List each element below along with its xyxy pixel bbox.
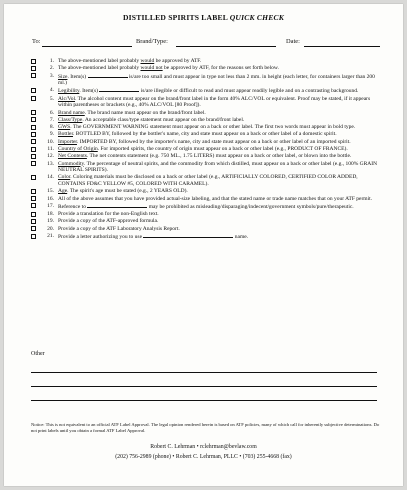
item-text-part: The above-mentioned label probably	[58, 65, 141, 72]
item-heading: would	[140, 58, 155, 64]
item-number: 13.	[47, 160, 54, 167]
item-heading: Size	[58, 73, 68, 80]
fill-in-blank[interactable]	[99, 87, 139, 92]
item-text-part: Provide a copy of the ATF Laboratory Analysis Report.	[58, 225, 180, 232]
item-text-part: . Item(s)	[79, 88, 100, 95]
checklist-item	[31, 117, 381, 124]
item-text-part: . Coloring materials must be disclosed on a back or other label (e.g., ARTIFICIALLY COLORED, CERTIFIED COLOR ADDED, CONTAINS FD&C YELLOW #5, COLORED WITH CARAMEL).	[58, 174, 358, 188]
item-number: 2.	[49, 65, 54, 72]
item-text	[58, 161, 381, 174]
item-text-part: name.	[233, 234, 249, 240]
item-heading: Alc/Vol	[58, 95, 76, 102]
item-number: 1.	[49, 58, 54, 64]
item-text-part: is/are illegible or difficult to read and must appear readily legible and on a contrasting background.	[139, 88, 359, 95]
item-text	[58, 218, 381, 225]
brand-type-label: Brand/Type:	[136, 38, 168, 45]
date-field[interactable]	[304, 46, 380, 47]
item-text-part: Provide a translation for the non-English text.	[58, 211, 159, 218]
item-text	[58, 146, 381, 153]
item-text-part: . Item(s)	[67, 73, 88, 80]
item-text-part: is/are too small and must appear in type not less than 2 mm. in height (each letter, for containers larger than 200 ml.)	[58, 73, 375, 87]
checklist-item	[31, 124, 381, 131]
form-title-italic: QUICK CHECK	[229, 13, 285, 22]
item-number: 3.	[49, 72, 54, 79]
item-heading: Commodity	[58, 160, 84, 167]
item-heading: Importer	[58, 138, 77, 145]
checklist-item	[31, 161, 381, 174]
item-heading: Color	[58, 174, 71, 181]
form-title-main: DISTILLED SPIRITS LABEL	[122, 13, 228, 22]
checklist-item	[31, 139, 381, 146]
item-text-part: may be prohibited as misleading/disparaging/indecent/government symbols/pure/therapeutic.	[147, 203, 354, 210]
item-heading: Age	[58, 188, 68, 195]
checklist-item	[31, 153, 381, 160]
item-number: 5.	[49, 95, 54, 102]
item-text	[58, 96, 381, 109]
item-text-part: be approved by ATF.	[154, 58, 202, 64]
item-text	[58, 131, 381, 138]
item-heading: Class/Type	[58, 116, 83, 123]
checklist	[31, 58, 381, 241]
item-text	[58, 233, 381, 241]
item-number: 8.	[49, 124, 54, 131]
checklist-item	[31, 146, 381, 153]
item-number: 6.	[49, 109, 54, 116]
item-text-part: . For imported spirits, the country of origin must appear on a back or other label (e.g., PRODUCT OF FRANCE).	[97, 146, 348, 152]
contact-line-2: (202) 756-2989 (phone) • Robert C. Lehrman, PLLC • (703) 255-4668 (fax)	[115, 454, 292, 460]
item-text-part: . The percentage of neutral spirits, and the commodity from which distilled, must appear on a back or other label (e.g., 100% GRAIN NEUTRAL SPIRITS).	[58, 160, 378, 174]
notice-text: Notice: This is not equivalent to an official ATF Label Approval. The legal opinion rendered herein is based on ATF policies, many of which call for inherently subjective determinations. Do not print labels until you obtain a formal ATF Label Approval.	[31, 422, 380, 433]
item-heading: GWS	[58, 124, 71, 131]
item-text-part: . An acceptable class/type statement must appear on the brand/front label.	[82, 116, 245, 123]
item-number: 20.	[47, 225, 54, 232]
item-text	[58, 203, 381, 211]
checklist-item	[31, 58, 381, 65]
date-label: Date:	[286, 38, 300, 45]
fill-in-blank[interactable]	[87, 203, 147, 208]
item-text-part: be approved by ATF, for the reasons set forth below.	[162, 65, 279, 72]
brand-type-field[interactable]	[176, 46, 276, 47]
item-number: 16.	[47, 195, 54, 202]
to-label: To:	[32, 38, 41, 45]
item-number: 14.	[47, 174, 54, 181]
checklist-item	[31, 196, 381, 203]
quick-check-form	[4, 4, 403, 486]
item-heading: Country of Origin	[58, 146, 98, 152]
item-number: 10.	[47, 138, 54, 145]
item-text-part: . The GOVERNMENT WARNING statement must appear on a back or other label. The first two words must appear in bold type.	[70, 124, 356, 131]
item-text-part: The above-mentioned label probably	[58, 58, 141, 64]
checklist-item	[31, 188, 381, 195]
item-text-part: . IMPORTED BY, followed by the importer's name, city and state must appear on a back or other label of an imported spirit.	[76, 138, 351, 145]
checklist-item	[31, 233, 381, 241]
item-number: 12.	[47, 153, 54, 160]
checklist-item	[31, 131, 381, 138]
item-text	[58, 117, 381, 124]
item-number: 9.	[49, 131, 54, 138]
form-title	[4, 13, 403, 22]
checklist-item	[31, 65, 381, 72]
checklist-item	[31, 203, 381, 211]
to-field[interactable]	[42, 46, 132, 47]
header-row	[32, 38, 382, 50]
item-number: 18.	[47, 211, 54, 218]
checklist-item	[31, 211, 381, 218]
contact-line-1: Robert C. Lehrman • rclehrman@bevlaw.com	[150, 444, 257, 450]
item-text-part: Provide a copy of the ATF-approved formula.	[58, 218, 159, 225]
item-text	[58, 73, 381, 87]
item-text	[58, 110, 381, 117]
fill-in-blank[interactable]	[143, 233, 233, 238]
other-label: Other	[31, 351, 45, 357]
item-number: 21.	[47, 233, 54, 239]
item-text	[58, 196, 381, 203]
item-text	[58, 153, 381, 160]
item-heading: Bottler	[58, 131, 73, 138]
checklist-item	[31, 87, 381, 95]
item-text	[58, 211, 381, 218]
checklist-item	[31, 110, 381, 117]
checklist-item	[31, 174, 381, 187]
item-text	[58, 87, 381, 95]
item-text-part: . The spirit's age must be stated (e.g., 2 YEARS OLD).	[67, 188, 188, 195]
item-heading: Net Contents	[58, 153, 87, 160]
item-text-part: All of the above assumes that you have provided actual-size labeling, and that the stated name or trade name matches that on your ATF permit.	[58, 195, 373, 202]
other-line-3[interactable]	[31, 400, 377, 401]
checklist-item	[31, 73, 381, 87]
item-heading: Legibility	[58, 88, 80, 95]
other-line-2[interactable]	[31, 386, 377, 387]
item-text-part: . The brand name must appear on the brand/front label.	[84, 109, 206, 116]
item-heading: would not	[140, 65, 163, 72]
item-number: 4.	[49, 87, 54, 94]
item-text	[58, 65, 381, 72]
item-text	[58, 226, 381, 233]
item-heading: Brand name	[58, 109, 85, 116]
item-text-part: Provide a letter authorizing you to use	[58, 234, 144, 240]
fill-in-blank[interactable]	[88, 73, 128, 78]
item-number: 17.	[47, 202, 54, 209]
item-number: 7.	[49, 116, 54, 123]
item-number: 15.	[47, 188, 54, 195]
item-text-part: . The net contents statement (e.g. 750 ML., 1.75 LITERS) must appear on a back or other label, or blown into the bottle.	[86, 153, 352, 160]
other-line-1[interactable]	[31, 372, 377, 373]
item-number: 19.	[47, 218, 54, 225]
checklist-item	[31, 218, 381, 225]
item-text	[58, 188, 381, 195]
checklist-item	[31, 226, 381, 233]
item-number: 11.	[47, 146, 54, 152]
item-text	[58, 174, 381, 187]
item-text	[58, 58, 381, 65]
item-text	[58, 139, 381, 146]
item-text-part: . BOTTLED BY, followed by the bottler's name, city and state must appear on a back or other label of a domestic spirit.	[72, 131, 337, 138]
item-text-part: Reference to	[58, 203, 88, 210]
item-text	[58, 124, 381, 131]
item-text-part: . The alcohol content must appear on the brand/front label in the form 40% ALC/VOL or equivalent. Proof may be stated, if it appears within parentheses or brackets (e.g., 40% ALC/VOL [80 Proof]).	[58, 95, 371, 109]
checklist-item	[31, 96, 381, 109]
